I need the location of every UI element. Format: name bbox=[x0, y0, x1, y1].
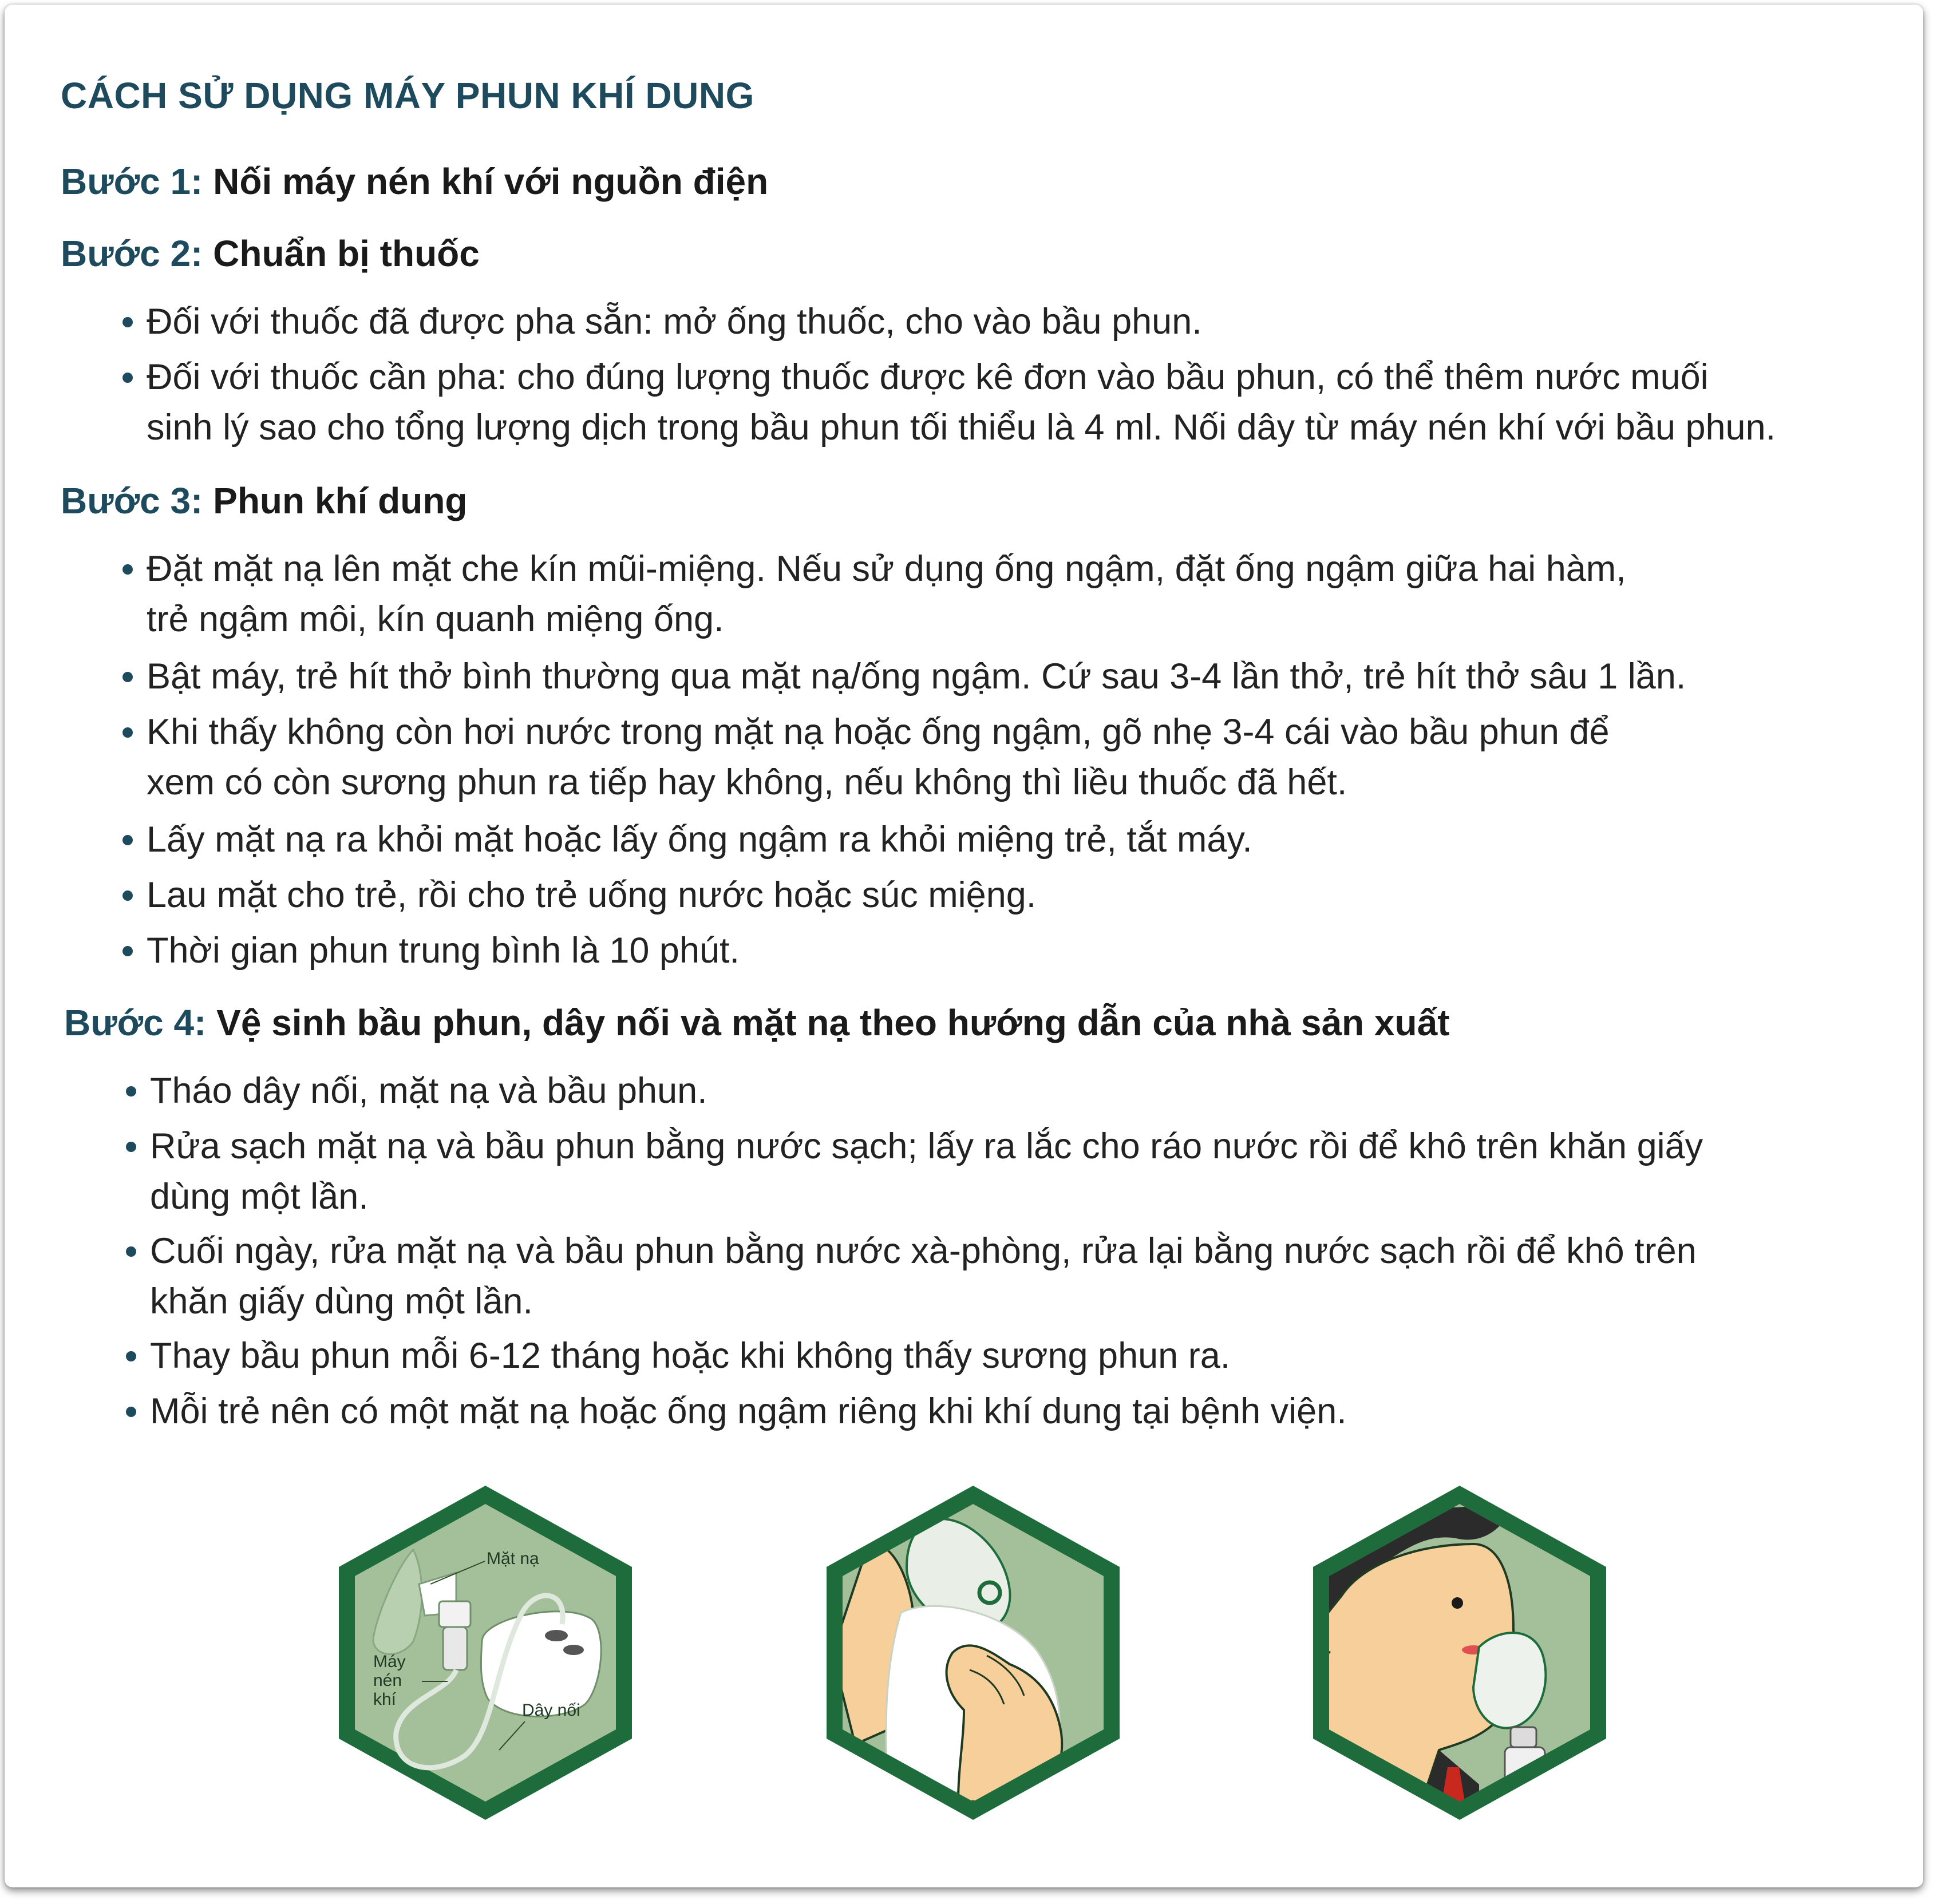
step-4-bullet-5: Mỗi trẻ nên có một mặt nạ hoặc ống ngậm riêng khi khí dung tại bệnh viện. bbox=[150, 1391, 1347, 1431]
step-3-bullet-6: Thời gian phun trung bình là 10 phút. bbox=[147, 931, 740, 971]
step-2-title: Chuẩn bị thuốc bbox=[213, 233, 480, 274]
step-4-bullet-2-cont: dùng một lần. bbox=[150, 1177, 369, 1217]
bullet-dot bbox=[126, 1246, 136, 1257]
step-3-bullet-3: Khi thấy không còn hơi nước trong mặt nạ hoặc ống ngậm, gõ nhẹ 3-4 cái vào bầu phun để bbox=[147, 712, 1610, 752]
step-4-bullet-3-cont: khăn giấy dùng một lần. bbox=[150, 1281, 533, 1321]
child-using-nebulizer-illustration bbox=[1307, 1481, 1612, 1824]
step-3-bullet-2: Bật máy, trẻ hít thở bình thường qua mặt nạ/ống ngậm. Cứ sau 3-4 lần thở, trẻ hít thở sâu 1 lần. bbox=[147, 656, 1686, 696]
step-1-heading bbox=[61, 160, 768, 203]
bullet-dot bbox=[122, 373, 133, 383]
step-2-bullet-2-cont: sinh lý sao cho tổng lượng dịch trong bầu phun tối thiểu là 4 ml. Nối dây từ máy nén khí với bầu phun. bbox=[147, 407, 1776, 448]
mask-label: Mặt nạ bbox=[487, 1549, 539, 1568]
step-4-bullet-4: Thay bầu phun mỗi 6-12 tháng hoặc khi không thấy sương phun ra. bbox=[150, 1336, 1231, 1376]
step-3-bullet-5: Lau mặt cho trẻ, rồi cho trẻ uống nước hoặc súc miệng. bbox=[147, 875, 1037, 915]
bullet-dot bbox=[122, 317, 133, 327]
step-4-heading bbox=[64, 1002, 1450, 1044]
step-2-label: Bước 2: bbox=[61, 233, 203, 274]
nebulizer-parts-illustration bbox=[333, 1481, 638, 1824]
step-4-bullet-1: Tháo dây nối, mặt nạ và bầu phun. bbox=[150, 1071, 707, 1111]
step-3-label: Bước 3: bbox=[61, 480, 203, 521]
bullet-dot bbox=[126, 1086, 136, 1097]
page-title: CÁCH SỬ DỤNG MÁY PHUN KHÍ DUNG bbox=[61, 75, 754, 116]
bullet-dot bbox=[122, 672, 133, 682]
compressor-label-2: nén bbox=[373, 1671, 402, 1690]
step-3-bullet-4: Lấy mặt nạ ra khỏi mặt hoặc lấy ống ngậm ra khỏi miệng trẻ, tắt máy. bbox=[147, 820, 1252, 860]
step-3-bullet-1: Đặt mặt nạ lên mặt che kín mũi-miệng. Nếu sử dụng ống ngậm, đặt ống ngậm giữa hai hàm, bbox=[147, 549, 1626, 589]
step-4-bullet-2: Rửa sạch mặt nạ và bầu phun bằng nước sạch; lấy ra lắc cho ráo nước rồi để khô trên khăn giấy bbox=[150, 1126, 1703, 1166]
step-1-label: Bước 1: bbox=[61, 161, 203, 202]
step-2-bullet-2: Đối với thuốc cần pha: cho đúng lượng thuốc được kê đơn vào bầu phun, có thể thêm nước muối bbox=[147, 357, 1709, 397]
tube-label: Dây nối bbox=[522, 1701, 580, 1720]
bullet-dot bbox=[122, 890, 133, 901]
step-2-heading bbox=[61, 232, 480, 275]
bullet-dot bbox=[122, 946, 133, 956]
step-4-label: Bước 4: bbox=[64, 1002, 207, 1043]
bullet-dot bbox=[122, 564, 133, 575]
step-1-title: Nối máy nén khí với nguồn điện bbox=[213, 161, 769, 202]
step-3-title: Phun khí dung bbox=[213, 480, 468, 521]
cleaning-mask-illustration bbox=[821, 1481, 1125, 1824]
step-4-title: Vệ sinh bầu phun, dây nối và mặt nạ theo hướng dẫn của nhà sản xuất bbox=[216, 1002, 1450, 1043]
step-3-bullet-3-cont: xem có còn sương phun ra tiếp hay không, nếu không thì liều thuốc đã hết. bbox=[147, 762, 1347, 802]
bullet-dot bbox=[122, 727, 133, 738]
step-3-bullet-1-cont: trẻ ngậm môi, kín quanh miệng ống. bbox=[147, 599, 724, 639]
compressor-label-1: Máy bbox=[373, 1652, 406, 1671]
content-card bbox=[5, 5, 1923, 1887]
bullet-dot bbox=[126, 1407, 136, 1417]
bullet-dot bbox=[122, 835, 133, 845]
bullet-dot bbox=[126, 1351, 136, 1361]
step-2-bullet-1: Đối với thuốc đã được pha sẵn: mở ống thuốc, cho vào bầu phun. bbox=[147, 302, 1202, 342]
bullet-dot bbox=[126, 1142, 136, 1152]
compressor-label-3: khí bbox=[373, 1690, 397, 1709]
step-4-bullet-3: Cuối ngày, rửa mặt nạ và bầu phun bằng nước xà-phòng, rửa lại bằng nước sạch rồi để khô trên bbox=[150, 1231, 1697, 1271]
step-3-heading bbox=[61, 480, 468, 522]
